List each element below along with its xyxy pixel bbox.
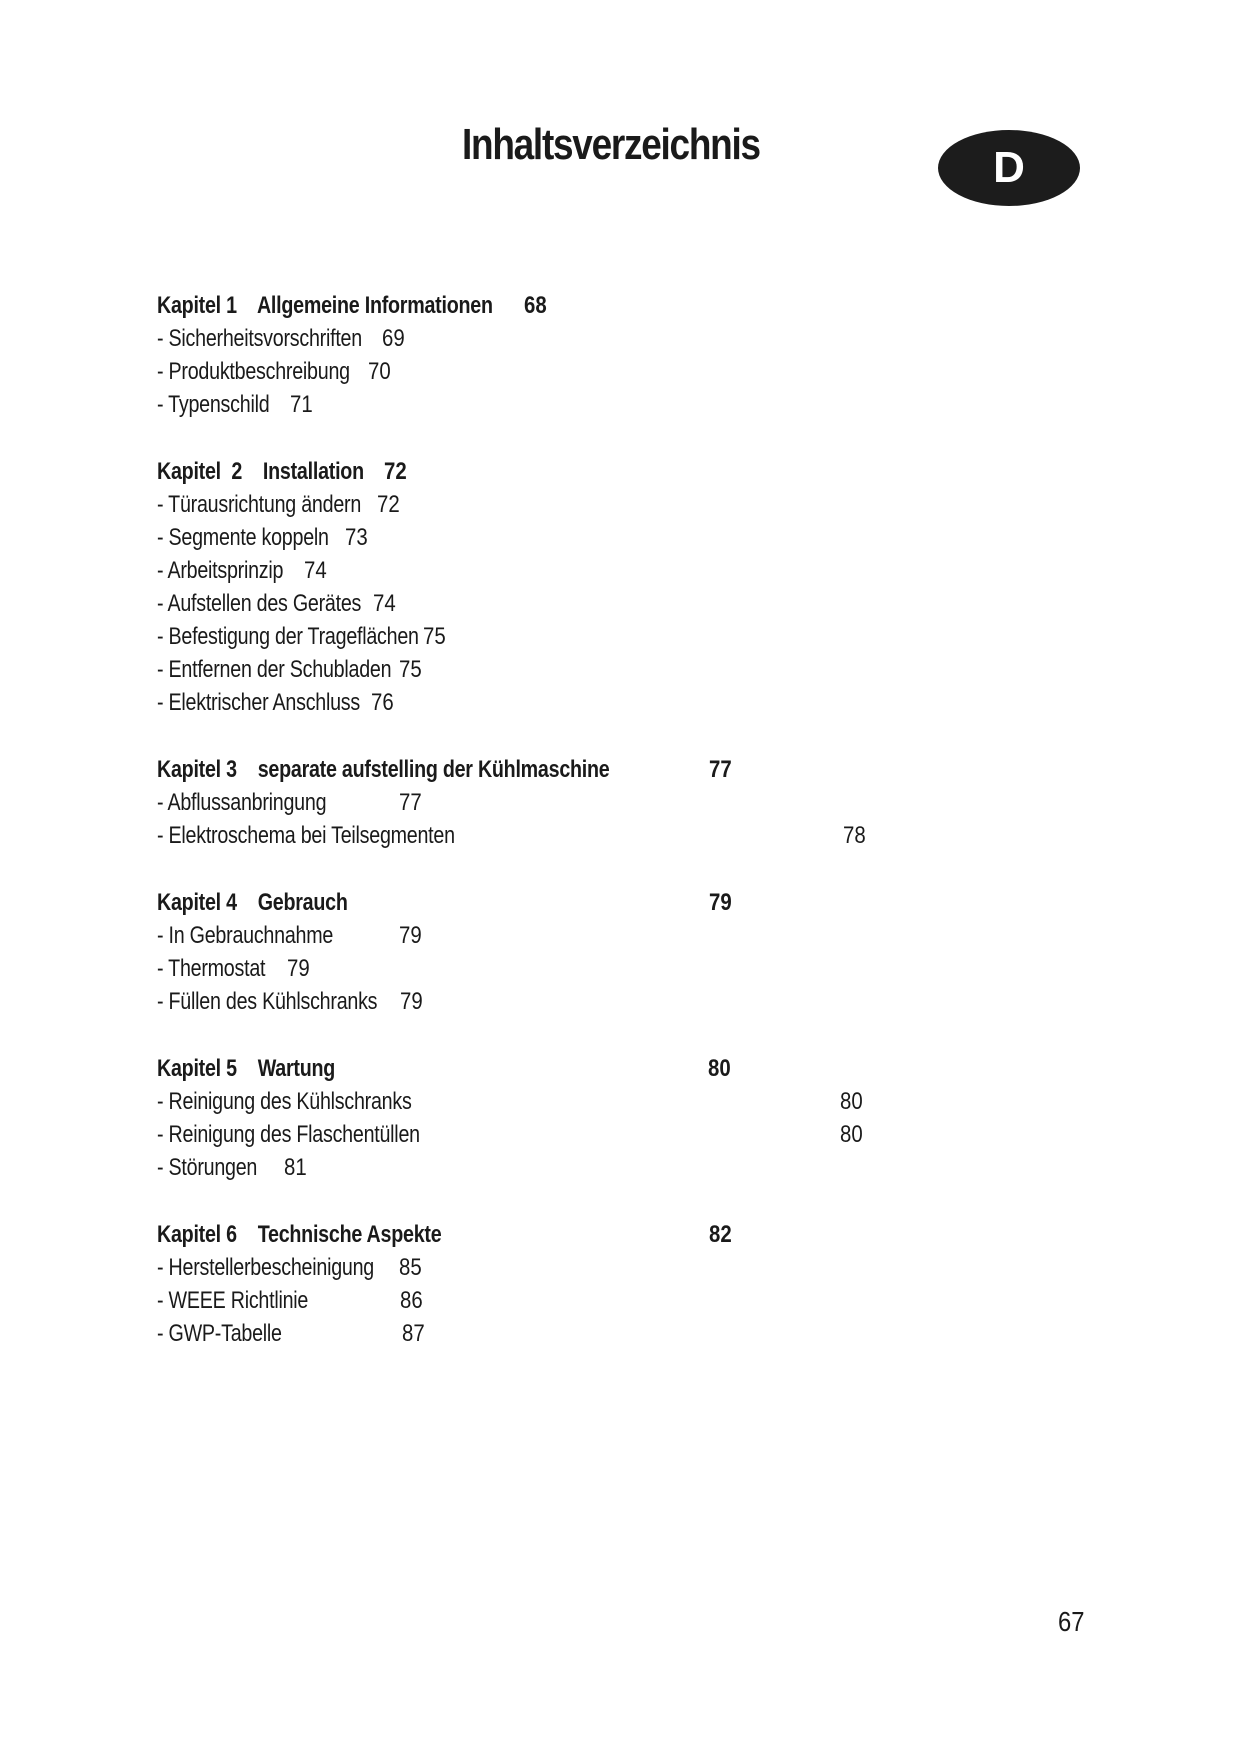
toc-entry (157, 1253, 1057, 1283)
toc-entry (157, 589, 1057, 619)
entry-text: - Thermostat (157, 955, 266, 982)
entry-page: 72 (377, 491, 400, 518)
toc-entry (157, 655, 1057, 685)
entry-text: - Türausrichtung ändern (157, 491, 362, 518)
entry-text: - In Gebrauchnahme (157, 922, 334, 949)
entry-text: - GWP-Tabelle (157, 1320, 282, 1347)
entry-page: 82 (709, 1221, 732, 1248)
chapter-heading (157, 755, 1057, 785)
toc-entry (157, 788, 1057, 818)
entry-text: Kapitel 2 Installation (157, 458, 364, 485)
entry-page: 73 (345, 524, 368, 551)
toc-entry (157, 1319, 1057, 1349)
entry-text: - Arbeitsprinzip (157, 557, 284, 584)
entry-text: - Elektrischer Anschluss (157, 689, 361, 716)
page-title: Inhaltsverzeichnis (462, 120, 760, 169)
entry-page: 76 (371, 689, 394, 716)
entry-text: - Produktbeschreibung (157, 358, 350, 385)
entry-text: Kapitel 3 separate aufstelling der Kühlmaschine (157, 756, 610, 783)
chapter-heading (157, 291, 1057, 321)
entry-text: - Herstellerbescheinigung (157, 1254, 375, 1281)
entry-page: 87 (402, 1320, 425, 1347)
toc-entry (157, 1087, 1057, 1117)
entry-page: 74 (304, 557, 327, 584)
entry-page: 79 (709, 889, 732, 916)
entry-page: 78 (843, 822, 866, 849)
entry-page: 68 (524, 292, 547, 319)
entry-text: Kapitel 5 Wartung (157, 1055, 336, 1082)
entry-text: Kapitel 4 Gebrauch (157, 889, 348, 916)
entry-page: 79 (399, 922, 422, 949)
page-number: 67 (1058, 1606, 1085, 1637)
toc-entry (157, 622, 1057, 652)
entry-page: 74 (373, 590, 396, 617)
chapter-heading (157, 1054, 1057, 1084)
toc-entry (157, 390, 1057, 420)
chapter-heading (157, 888, 1057, 918)
chapter-heading (157, 1220, 1057, 1250)
entry-page: 79 (287, 955, 310, 982)
toc-entry (157, 556, 1057, 586)
toc-entry (157, 954, 1057, 984)
entry-text: Kapitel 1 Allgemeine Informationen (157, 292, 493, 319)
entry-text: - Reinigung des Flaschentüllen (157, 1121, 420, 1148)
toc-entry (157, 324, 1057, 354)
entry-text: Kapitel 6 Technische Aspekte (157, 1221, 442, 1248)
entry-text: - WEEE Richtlinie (157, 1287, 309, 1314)
entry-text: - Entfernen der Schubladen (157, 656, 392, 683)
toc-entry (157, 357, 1057, 387)
toc-entry (157, 490, 1057, 520)
entry-page: 80 (840, 1088, 863, 1115)
entry-text: - Abflussanbringung (157, 789, 327, 816)
entry-page: 69 (382, 325, 405, 352)
entry-text: - Störungen (157, 1154, 258, 1181)
entry-page: 70 (368, 358, 391, 385)
toc-entry (157, 688, 1057, 718)
entry-page: 81 (284, 1154, 307, 1181)
toc-entry (157, 1286, 1057, 1316)
toc-entry (157, 821, 1057, 851)
entry-text: - Elektroschema bei Teilsegmenten (157, 822, 455, 849)
entry-page: 80 (708, 1055, 731, 1082)
entry-page: 80 (840, 1121, 863, 1148)
toc-entry (157, 987, 1057, 1017)
entry-text: - Typenschild (157, 391, 270, 418)
entry-page: 85 (399, 1254, 422, 1281)
entry-text: - Sicherheitsvorschriften (157, 325, 362, 352)
toc-entry (157, 921, 1057, 951)
entry-text: - Reinigung des Kühlschranks (157, 1088, 412, 1115)
toc-entry (157, 1120, 1057, 1150)
entry-text: - Füllen des Kühlschranks (157, 988, 378, 1015)
entry-page: 72 (384, 458, 407, 485)
entry-text: - Segmente koppeln (157, 524, 329, 551)
toc-entry (157, 1153, 1057, 1183)
entry-text: - Aufstellen des Gerätes (157, 590, 362, 617)
entry-page: 77 (399, 789, 422, 816)
entry-text: - Befestigung der Trageflächen (157, 623, 419, 650)
entry-page: 75 (423, 623, 446, 650)
entry-page: 71 (290, 391, 313, 418)
language-badge: D (938, 130, 1080, 206)
entry-page: 79 (400, 988, 423, 1015)
toc-entry (157, 523, 1057, 553)
entry-page: 86 (400, 1287, 423, 1314)
entry-page: 75 (399, 656, 422, 683)
entry-page: 77 (709, 756, 732, 783)
chapter-heading (157, 457, 1057, 487)
